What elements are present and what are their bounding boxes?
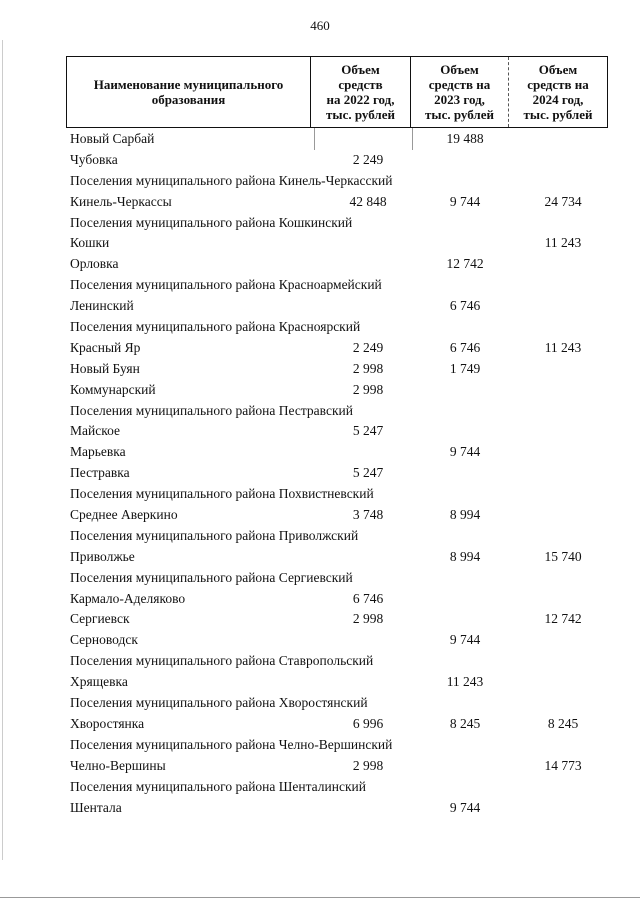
value-24: 11 243 [544,235,582,251]
settlement-name: Хворостянка [70,715,145,731]
value-24: 12 742 [544,611,582,627]
value-22: 42 848 [349,193,387,209]
district-group-row [70,777,610,798]
table-row [70,672,610,693]
header-2024 [509,57,607,127]
value-24: 15 740 [544,548,582,564]
value-22: 3 748 [352,507,384,523]
table-row [70,421,610,442]
header-2024-line: 2024 год, [532,92,584,107]
header-2024-line: тыс. рублей [523,107,593,122]
value-23: 6 746 [449,298,481,314]
settlement-name: Орловка [70,256,119,272]
district-group-row [70,275,610,296]
district-group-row [70,401,610,422]
value-23: 9 744 [449,799,481,815]
settlement-name: Майское [70,423,120,439]
table-header [66,56,608,128]
district-group-row [70,735,610,756]
header-2022-line: тыс. рублей [326,107,395,122]
settlement-name: Кармало-Аделяково [70,590,186,606]
value-22: 5 247 [352,465,384,481]
table-row [70,233,610,254]
value-23: 19 488 [446,131,484,146]
table-row [70,192,610,213]
settlement-name: Коммунарский [70,381,156,397]
header-2023 [411,57,509,127]
district-name: Поселения муниципального района Хворостянский [70,695,368,711]
value-23: 8 994 [449,548,481,564]
district-group-row [70,484,610,505]
district-group-row [70,651,610,672]
header-2023-line: Объем [440,62,479,77]
header-2022-line: на 2022 год, [326,92,395,107]
settlement-name: Кошки [70,235,110,251]
table-row [70,714,610,735]
value-23: 8 245 [449,715,481,731]
district-name: Поселения муниципального района Красноярский [70,319,361,335]
value-22: 2 249 [352,339,384,355]
table-row [70,505,610,526]
settlement-name: Хрящевка [70,674,128,690]
value-22: 5 247 [352,423,384,439]
district-name: Поселения муниципального района Сергиевский [70,569,353,585]
value-24: 8 245 [547,715,579,731]
district-name: Поселения муниципального района Приволжский [70,527,359,543]
header-2022 [311,57,411,127]
table-row [70,129,610,150]
value-24: 14 773 [544,757,582,773]
district-group-row [70,526,610,547]
settlement-name: Серноводск [70,632,138,648]
table-row [70,756,610,777]
page-number: 460 [310,18,330,33]
header-2023-line: средств на [428,77,491,92]
value-23: 1 749 [449,360,481,376]
value-23: 9 744 [449,444,481,460]
value-23: 12 742 [446,256,484,272]
scan-left-edge [2,40,3,860]
table-row [70,798,610,819]
value-22: 2 249 [352,151,384,167]
settlement-name: Чубовка [70,151,118,167]
settlement-name: Среднее Аверкино [70,507,178,523]
district-group-row [70,693,610,714]
header-name-line: образования [151,92,226,107]
settlement-name: Новый Сарбай [70,131,155,146]
table-row [70,589,610,610]
value-23: 9 744 [449,632,481,648]
header-name [67,57,311,127]
value-23: 8 994 [449,507,481,523]
settlement-name: Пестравка [70,465,130,481]
settlement-name: Приволжье [70,548,135,564]
header-2024-line: Объем [538,62,578,77]
district-name: Поселения муниципального района Ставропольский [70,653,374,669]
district-group-row [70,171,610,192]
page-bottom-edge [0,897,640,898]
header-2023-line: тыс. рублей [425,107,494,122]
table-row [70,359,610,380]
header-2024-line: средств на [527,77,589,92]
settlement-name: Красный Яр [70,339,141,355]
table-row [70,463,610,484]
table-row [70,296,610,317]
district-group-row [70,213,610,234]
value-23: 11 243 [446,674,484,690]
settlement-name: Челно-Вершины [70,757,166,773]
value-24: 11 243 [544,339,582,355]
table-row [70,338,610,359]
district-name: Поселения муниципального района Челно-Вершинский [70,736,393,752]
header-2023-line: 2023 год, [434,92,485,107]
table-row [70,630,610,651]
value-23: 9 744 [449,193,481,209]
value-22: 6 996 [352,715,384,731]
table-row [70,547,610,568]
settlement-name: Ленинский [70,298,134,314]
district-name: Поселения муниципального района Кинель-Черкасский [70,172,393,188]
value-22: 2 998 [352,381,384,397]
table-row [70,254,610,275]
district-name: Поселения муниципального района Красноармейский [70,277,382,293]
settlement-name: Марьевка [70,444,126,460]
table-row [70,609,610,630]
district-name: Поселения муниципального района Шенталинский [70,778,366,794]
value-24: 24 734 [544,193,582,209]
value-22: 2 998 [352,611,384,627]
value-22: 2 998 [352,757,384,773]
table-row [70,150,610,171]
district-group-row [70,317,610,338]
settlement-name: Кинель-Черкассы [70,193,172,209]
settlement-name: Сергиевск [70,611,130,627]
header-name-line: Наименование муниципального [93,77,284,92]
table-body [70,129,610,818]
district-name: Поселения муниципального района Пестравский [70,402,353,418]
settlement-name: Шентала [70,799,122,815]
header-2022-line: средств [338,77,383,92]
district-group-row [70,568,610,589]
header-2022-line: Объем [341,62,380,77]
settlement-name: Новый Буян [70,360,140,376]
district-name: Поселения муниципального района Кошкинский [70,214,353,230]
value-22: 6 746 [352,590,384,606]
value-22: 2 998 [352,360,384,376]
table-row [70,380,610,401]
table-row [70,442,610,463]
value-23: 6 746 [449,339,481,355]
district-name: Поселения муниципального района Похвистневский [70,486,374,502]
